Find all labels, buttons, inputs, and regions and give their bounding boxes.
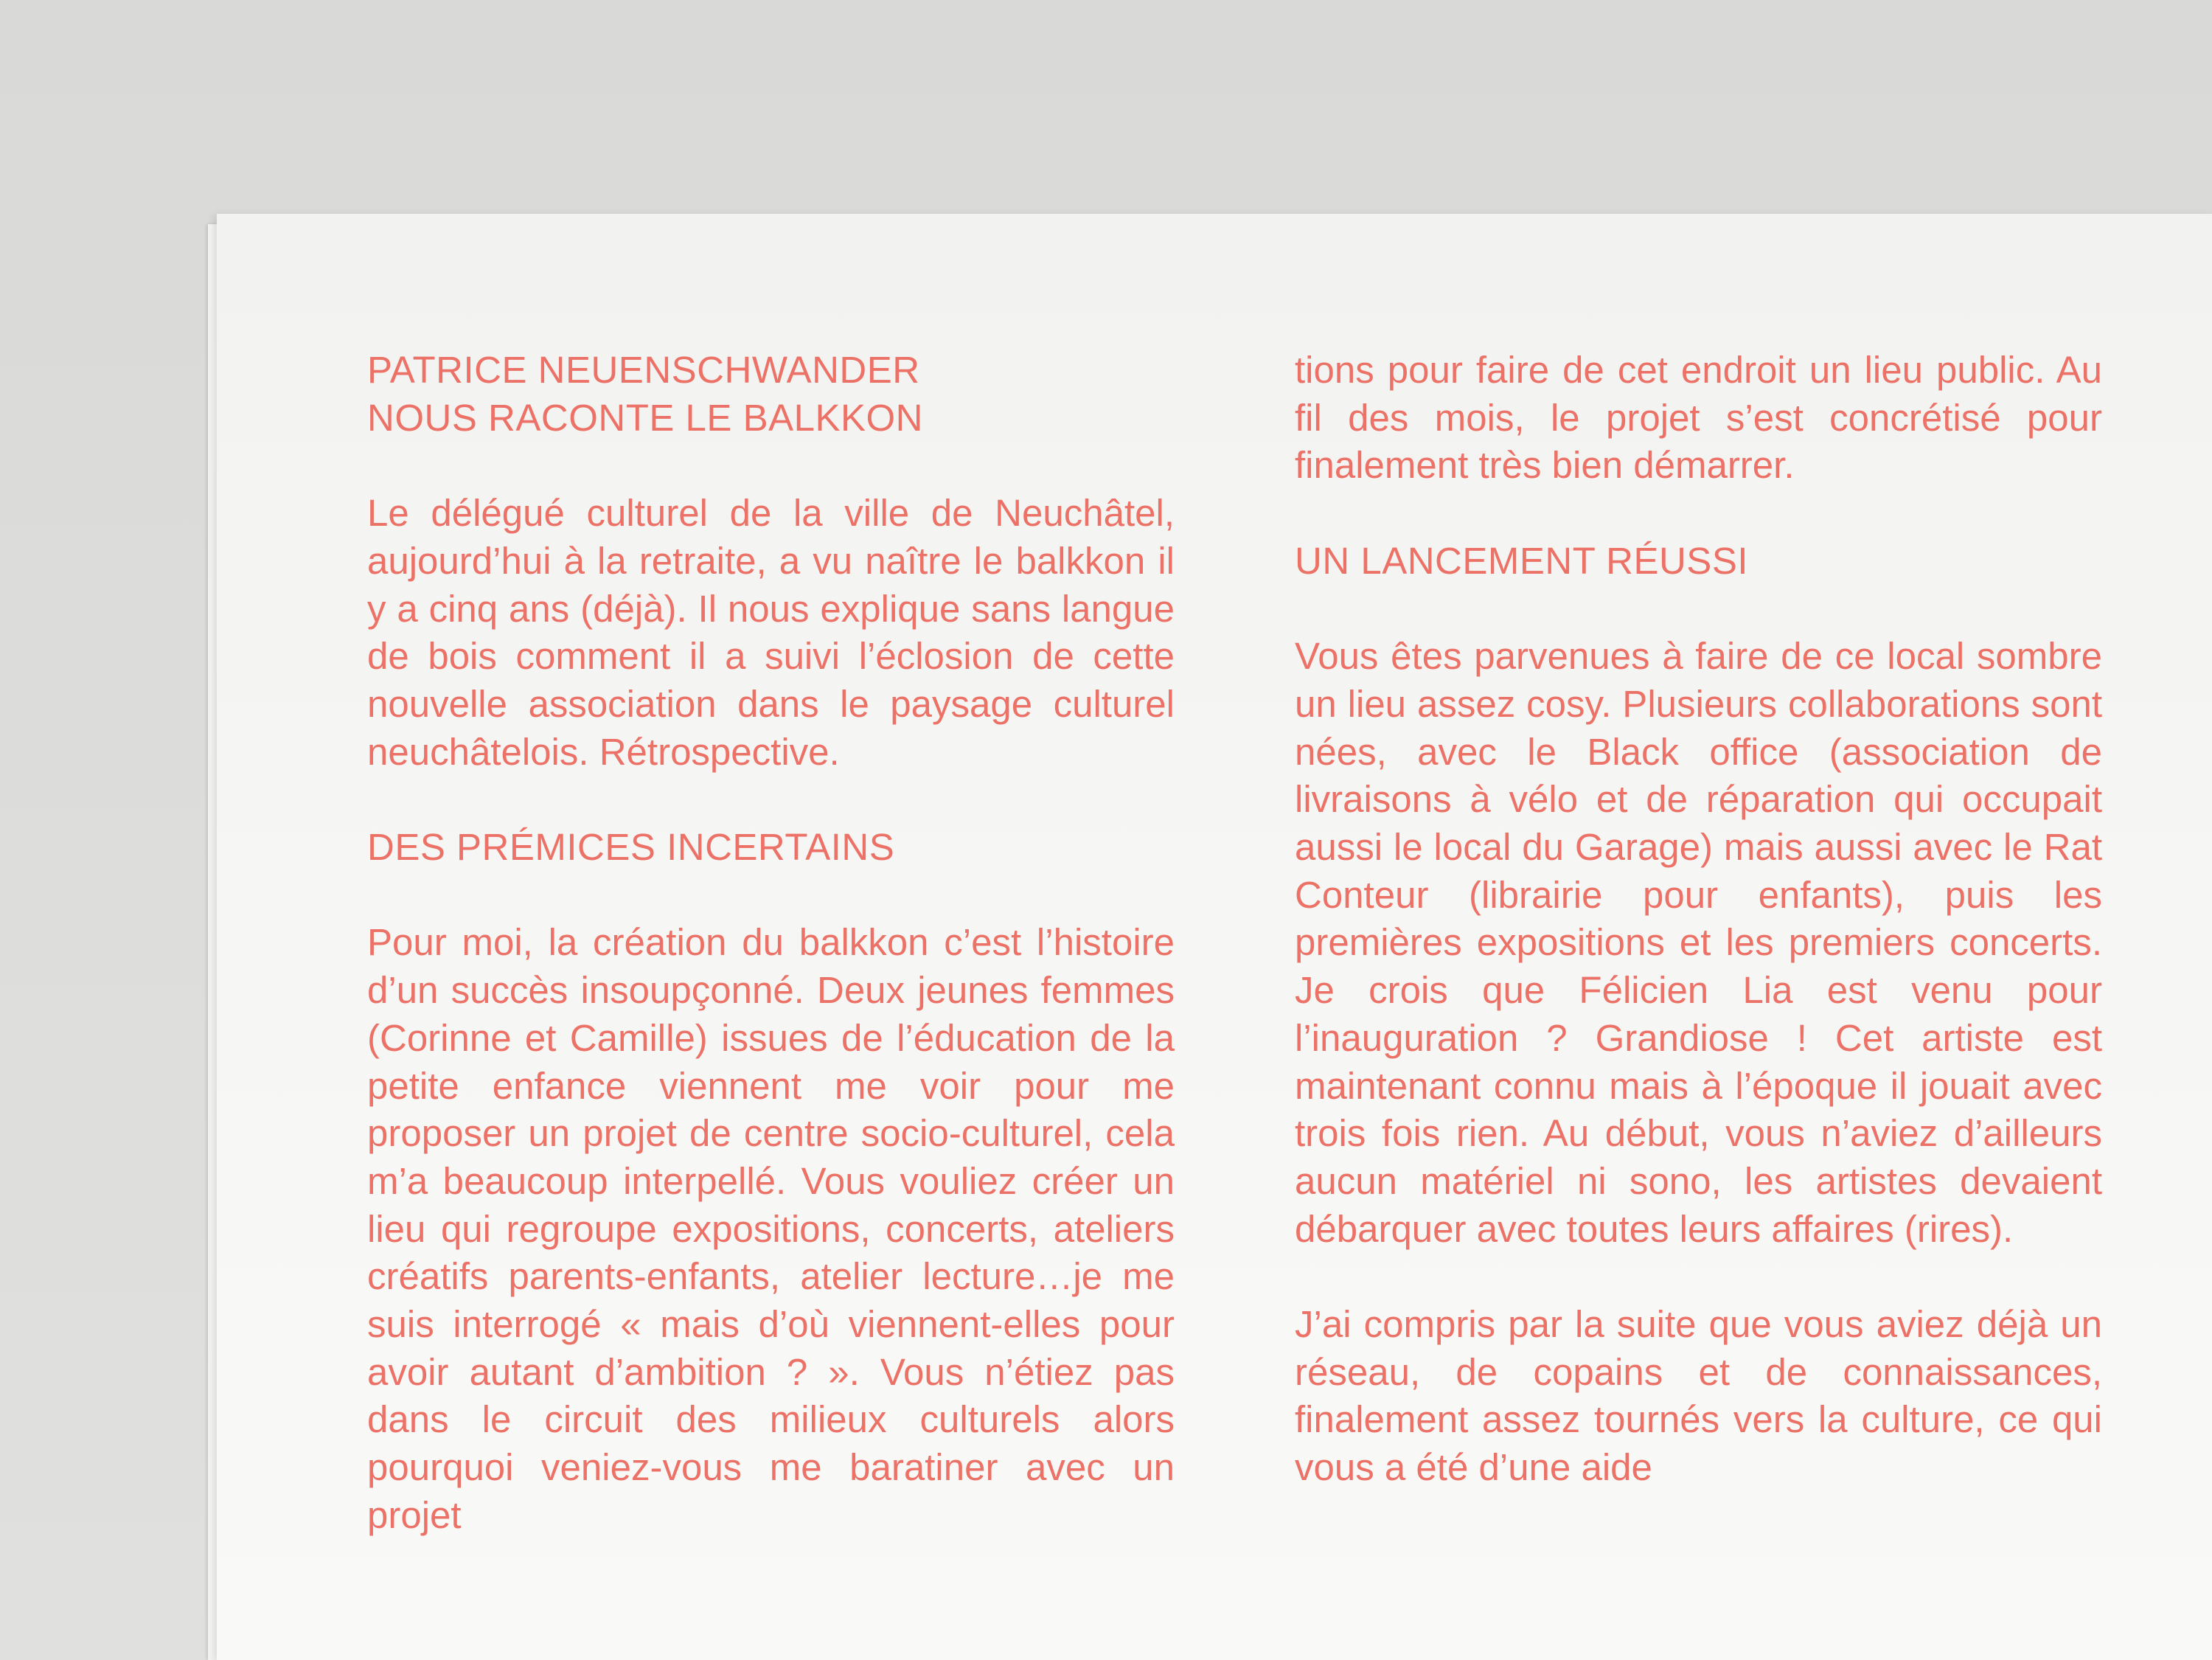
printed-page xyxy=(217,214,2212,1660)
spacer xyxy=(367,872,1175,920)
body-paragraph-right-1: Vous êtes parvenues à faire de ce local sombre un lieu assez cosy. Plusieurs collaborations sont nées, avec le Black office (association de livraisons à vélo et de réparation qui occupait aussi le local du Garage) mais aussi avec le Rat Conteur (librairie pour enfants), puis les premières expositions et les premiers concerts. Je crois que Félicien Lia est venu pour l’inauguration ? Grandiose ! Cet artiste est maintenant connu mais à l’époque il jouait avec trois fois rien. Au début, vous n’aviez d’ailleurs aucun matériel ni sono, les artistes devaient débarquer avec toutes leurs affaires (rires). xyxy=(1295,635,2102,1250)
spacer xyxy=(1295,490,2102,538)
spacer xyxy=(1295,1253,2102,1301)
body-paragraph-left: Pour moi, la création du balkkon c’est l’histoire d’un succès insoupçonné. Deux jeunes femmes (Corinne et Camille) issues de l’éducation de la petite enfance viennent me voir pour me proposer un projet de centre socio-culturel, cela m’a beaucoup interpellé. Vous vouliez créer un lieu qui regroupe expositions, concerts, ateliers créatifs parents-enfants, atelier lecture…je me suis interrogé « mais d’où viennent-elles pour avoir autant d’ambition ? ». Vous n’étiez pas dans le circuit des milieux culturels alors pourquoi veniez-vous me baratiner avec un projet xyxy=(367,921,1175,1536)
body-paragraph-right-2: J’ai compris par la suite que vous aviez déjà un réseau, de copains et de connaissances, finalement assez tournés vers la culture, ce qui vous a été d’une aide xyxy=(1295,1303,2102,1489)
article-title xyxy=(367,347,1175,442)
spacer xyxy=(367,776,1175,824)
intro-paragraph: Le délégué culturel de la ville de Neuchâtel, aujourd’hui à la retraite, a vu naître le balkkon il y a cinq ans (déjà). Il nous explique sans langue de bois comment il a suivi l’éclosion de cette nouvelle association dans le paysage culturel neuchâtelois. Rétrospective. xyxy=(367,492,1175,773)
left-text-column xyxy=(367,347,1175,1540)
spacer xyxy=(367,442,1175,490)
article-title-line-2: NOUS RACONTE LE BALKKON xyxy=(367,396,924,439)
continuation-paragraph: tions pour faire de cet endroit un lieu public. Au fil des mois, le projet s’est concrétisé pour finalement très bien démarrer. xyxy=(1295,349,2102,487)
spacer xyxy=(1295,586,2102,633)
article-title-line-1: PATRICE NEUENSCHWANDER xyxy=(367,349,920,391)
section-heading-premices: DES PRÉMICES INCERTAINS xyxy=(367,826,895,868)
section-heading-lancement: UN LANCEMENT RÉUSSI xyxy=(1295,539,1749,582)
right-text-column xyxy=(1295,347,2102,1492)
